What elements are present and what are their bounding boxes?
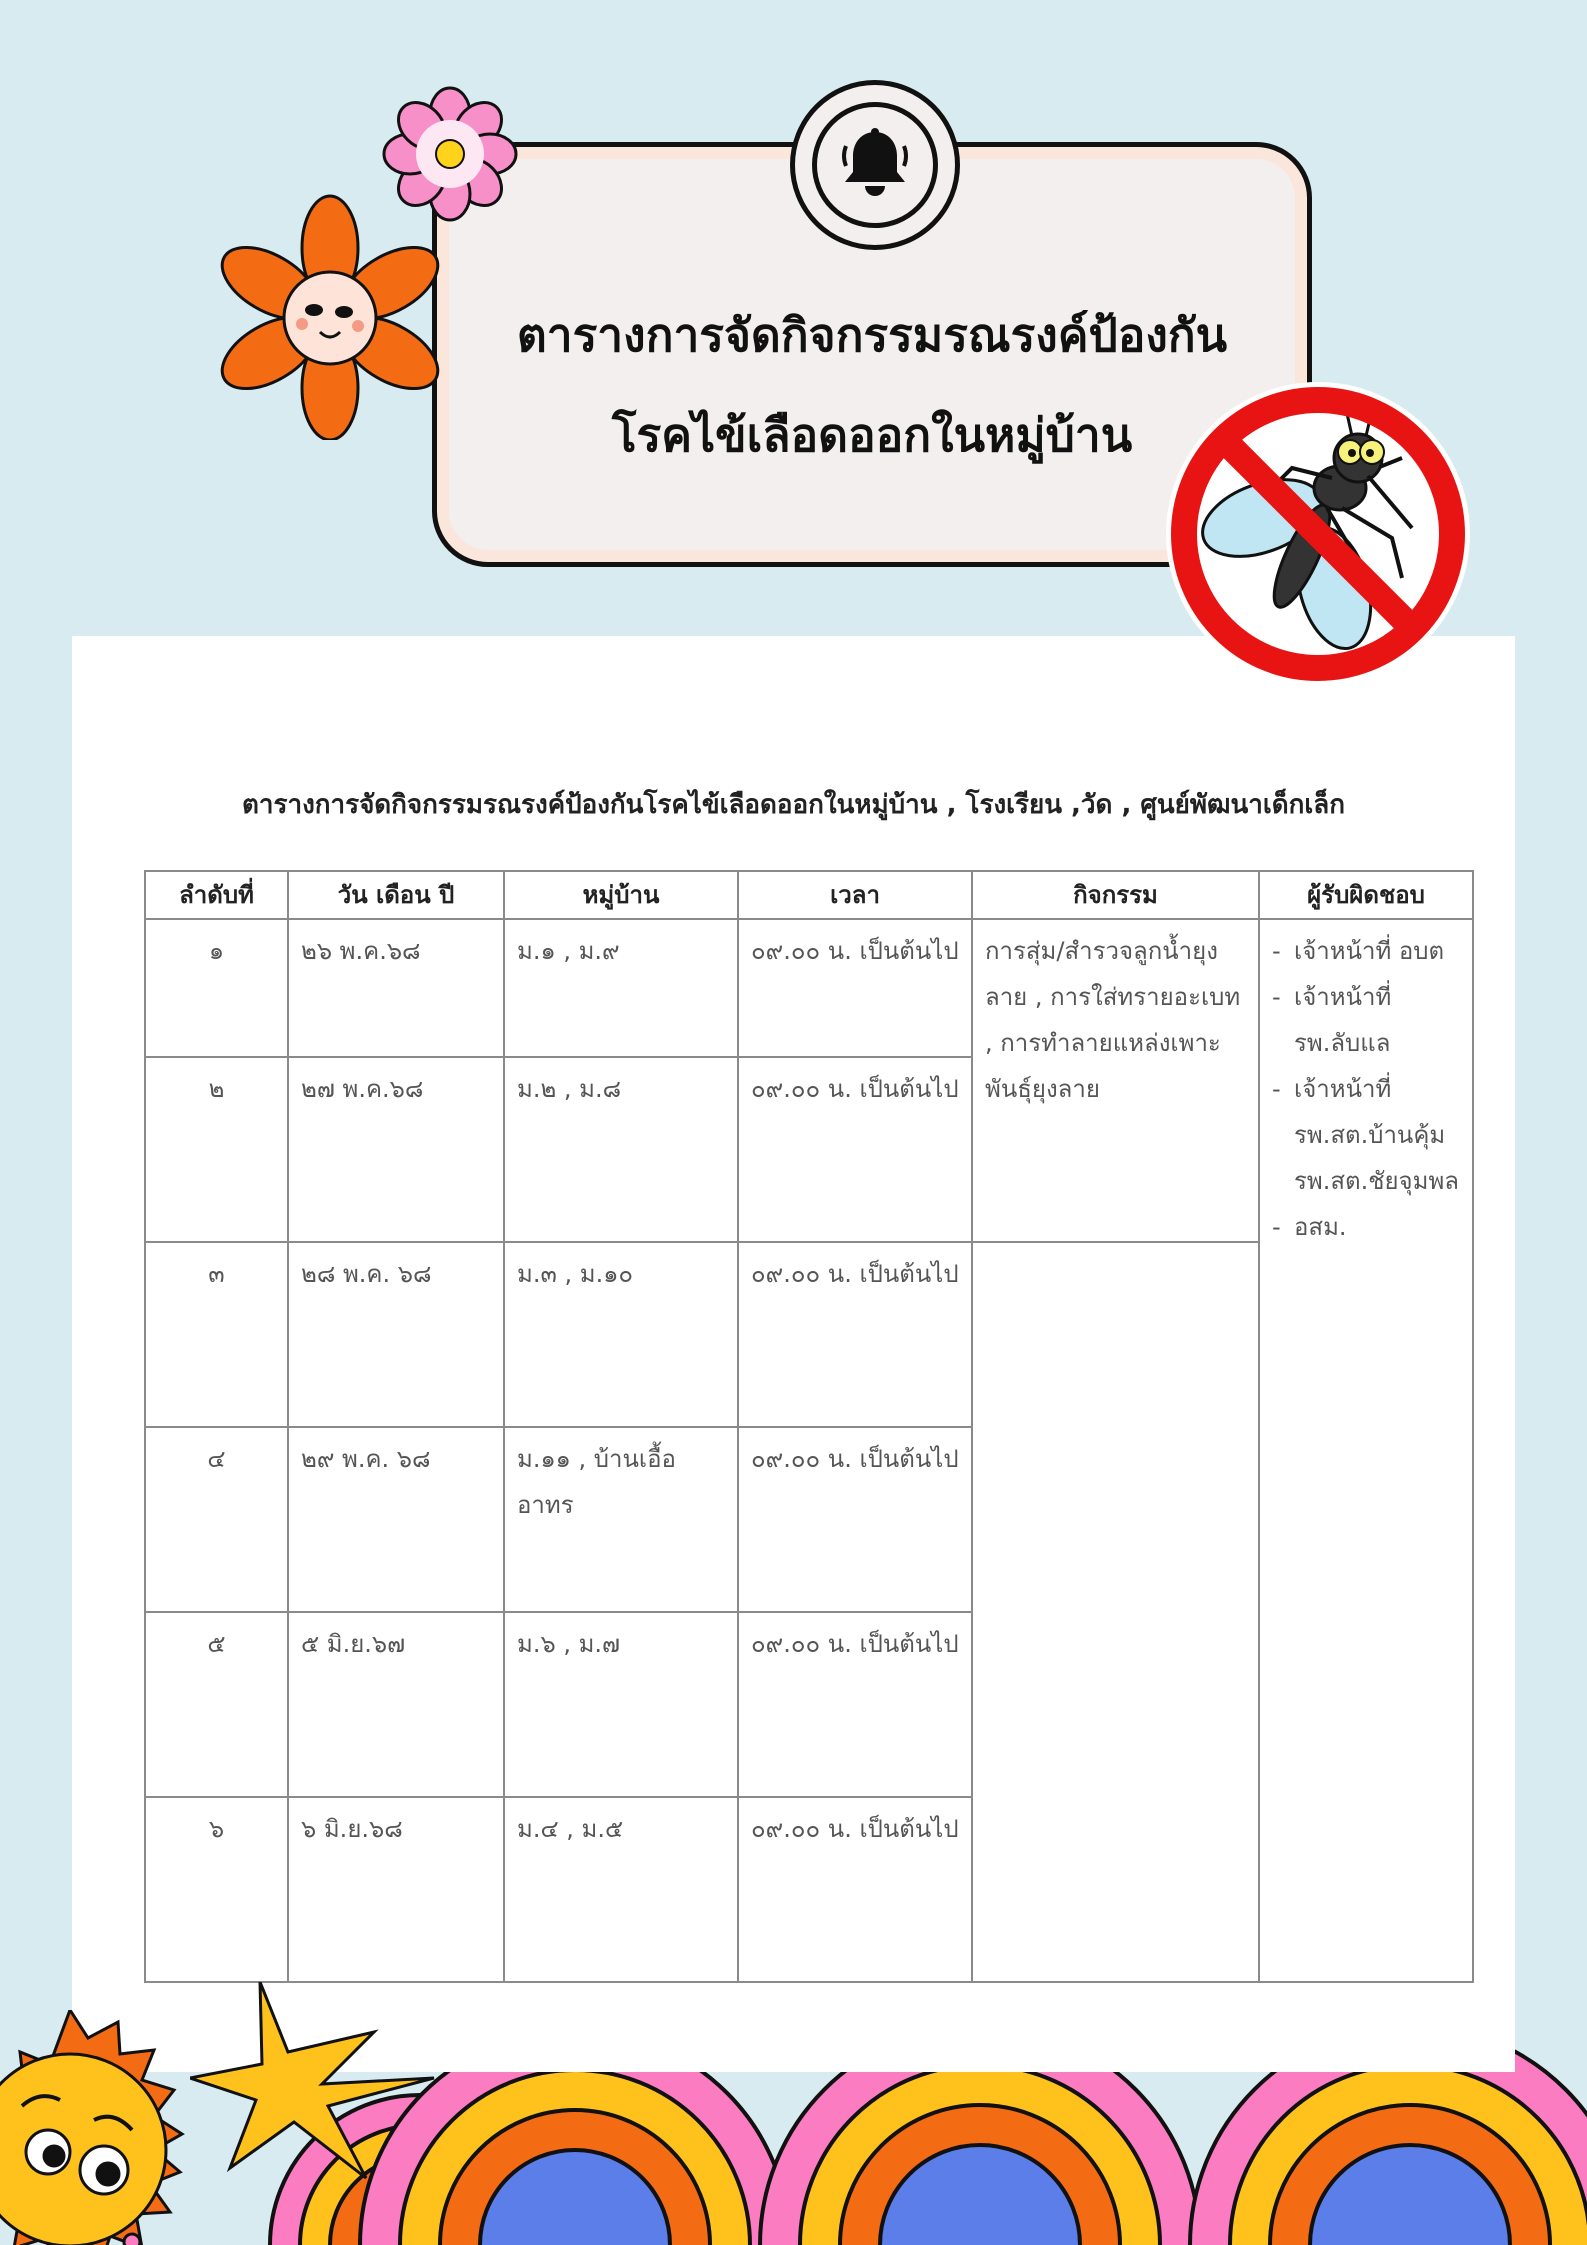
header-title-line2: โรคไข้เลือดออกในหมู่บ้าน (611, 408, 1133, 462)
row-village: ม.๖ , ม.๗ (504, 1612, 738, 1797)
row-village: ม.๑ , ม.๙ (504, 919, 738, 1057)
column-header-village: หมู่บ้าน (504, 871, 738, 919)
row-time: ๐๙.๐๐ น. เป็นต้นไป (738, 919, 972, 1057)
column-header-responsible: ผู้รับผิดชอบ (1259, 871, 1473, 919)
column-header-date: วัน เดือน ปี (288, 871, 504, 919)
column-header-no: ลำดับที่ (145, 871, 288, 919)
row-date: ๒๘ พ.ค. ๖๘ (288, 1242, 504, 1427)
document-sheet (72, 636, 1515, 2072)
document-heading: ตารางการจัดกิจกรรมรณรงค์ป้องกันโรคไข้เลือดออกในหมู่บ้าน , โรงเรียน ,วัด , ศูนย์พัฒนาเด็กเล็ก (242, 790, 1345, 820)
header-title-line1: ตารางการจัดกิจกรรมรณรงค์ป้องกัน (516, 308, 1228, 362)
row-date: ๒๙ พ.ค. ๖๘ (288, 1427, 504, 1612)
star-icon (190, 1982, 440, 2182)
row-no: ๔ (145, 1427, 288, 1612)
row-date: ๕ มิ.ย.๖๗ (288, 1612, 504, 1797)
activity-cell: การสุ่ม/สำรวจลูกน้ำยุงลาย , การใส่ทรายอะเบท , การทำลายแหล่งเพาะพันธุ์ยุงลาย (972, 919, 1259, 1242)
table-row (145, 919, 1473, 1057)
responsible-item: - เจ้าหน้าที่ อบต (1272, 928, 1460, 974)
column-header-activity: กิจกรรม (972, 871, 1259, 919)
row-date: ๒๖ พ.ค.๖๘ (288, 919, 504, 1057)
responsible-item: - เจ้าหน้าที่ รพ.สต.บ้านคุ้ม รพ.สต.ชัยจุมพล (1272, 1066, 1460, 1204)
column-header-time: เวลา (738, 871, 972, 919)
table-header-row (145, 871, 1473, 919)
orange-flower-icon (200, 190, 450, 440)
responsible-item: - เจ้าหน้าที่ รพ.ลับแล (1272, 974, 1460, 1066)
row-time: ๐๙.๐๐ น. เป็นต้นไป (738, 1057, 972, 1242)
bell-icon (840, 128, 910, 202)
row-date: ๖ มิ.ย.๖๘ (288, 1797, 504, 1982)
row-village: ม.๔ , ม.๕ (504, 1797, 738, 1982)
responsible-item: - อสม. (1272, 1204, 1460, 1250)
row-no: ๕ (145, 1612, 288, 1797)
row-no: ๓ (145, 1242, 288, 1427)
row-no: ๑ (145, 919, 288, 1057)
row-no: ๒ (145, 1057, 288, 1242)
row-village: ม.๓ , ม.๑๐ (504, 1242, 738, 1427)
row-time: ๐๙.๐๐ น. เป็นต้นไป (738, 1427, 972, 1612)
no-mosquito-icon (1162, 378, 1474, 690)
row-time: ๐๙.๐๐ น. เป็นต้นไป (738, 1797, 972, 1982)
schedule-table (144, 870, 1474, 1983)
activity-empty-cell (972, 1242, 1259, 1982)
responsible-cell (1259, 919, 1473, 1982)
responsible-list (1272, 928, 1460, 1250)
row-no: ๖ (145, 1797, 288, 1982)
row-date: ๒๗ พ.ค.๖๘ (288, 1057, 504, 1242)
row-time: ๐๙.๐๐ น. เป็นต้นไป (738, 1612, 972, 1797)
row-village: ม.๒ , ม.๘ (504, 1057, 738, 1242)
row-village: ม.๑๑ , บ้านเอื้ออาทร (504, 1427, 738, 1612)
row-time: ๐๙.๐๐ น. เป็นต้นไป (738, 1242, 972, 1427)
bell-badge (790, 80, 960, 250)
